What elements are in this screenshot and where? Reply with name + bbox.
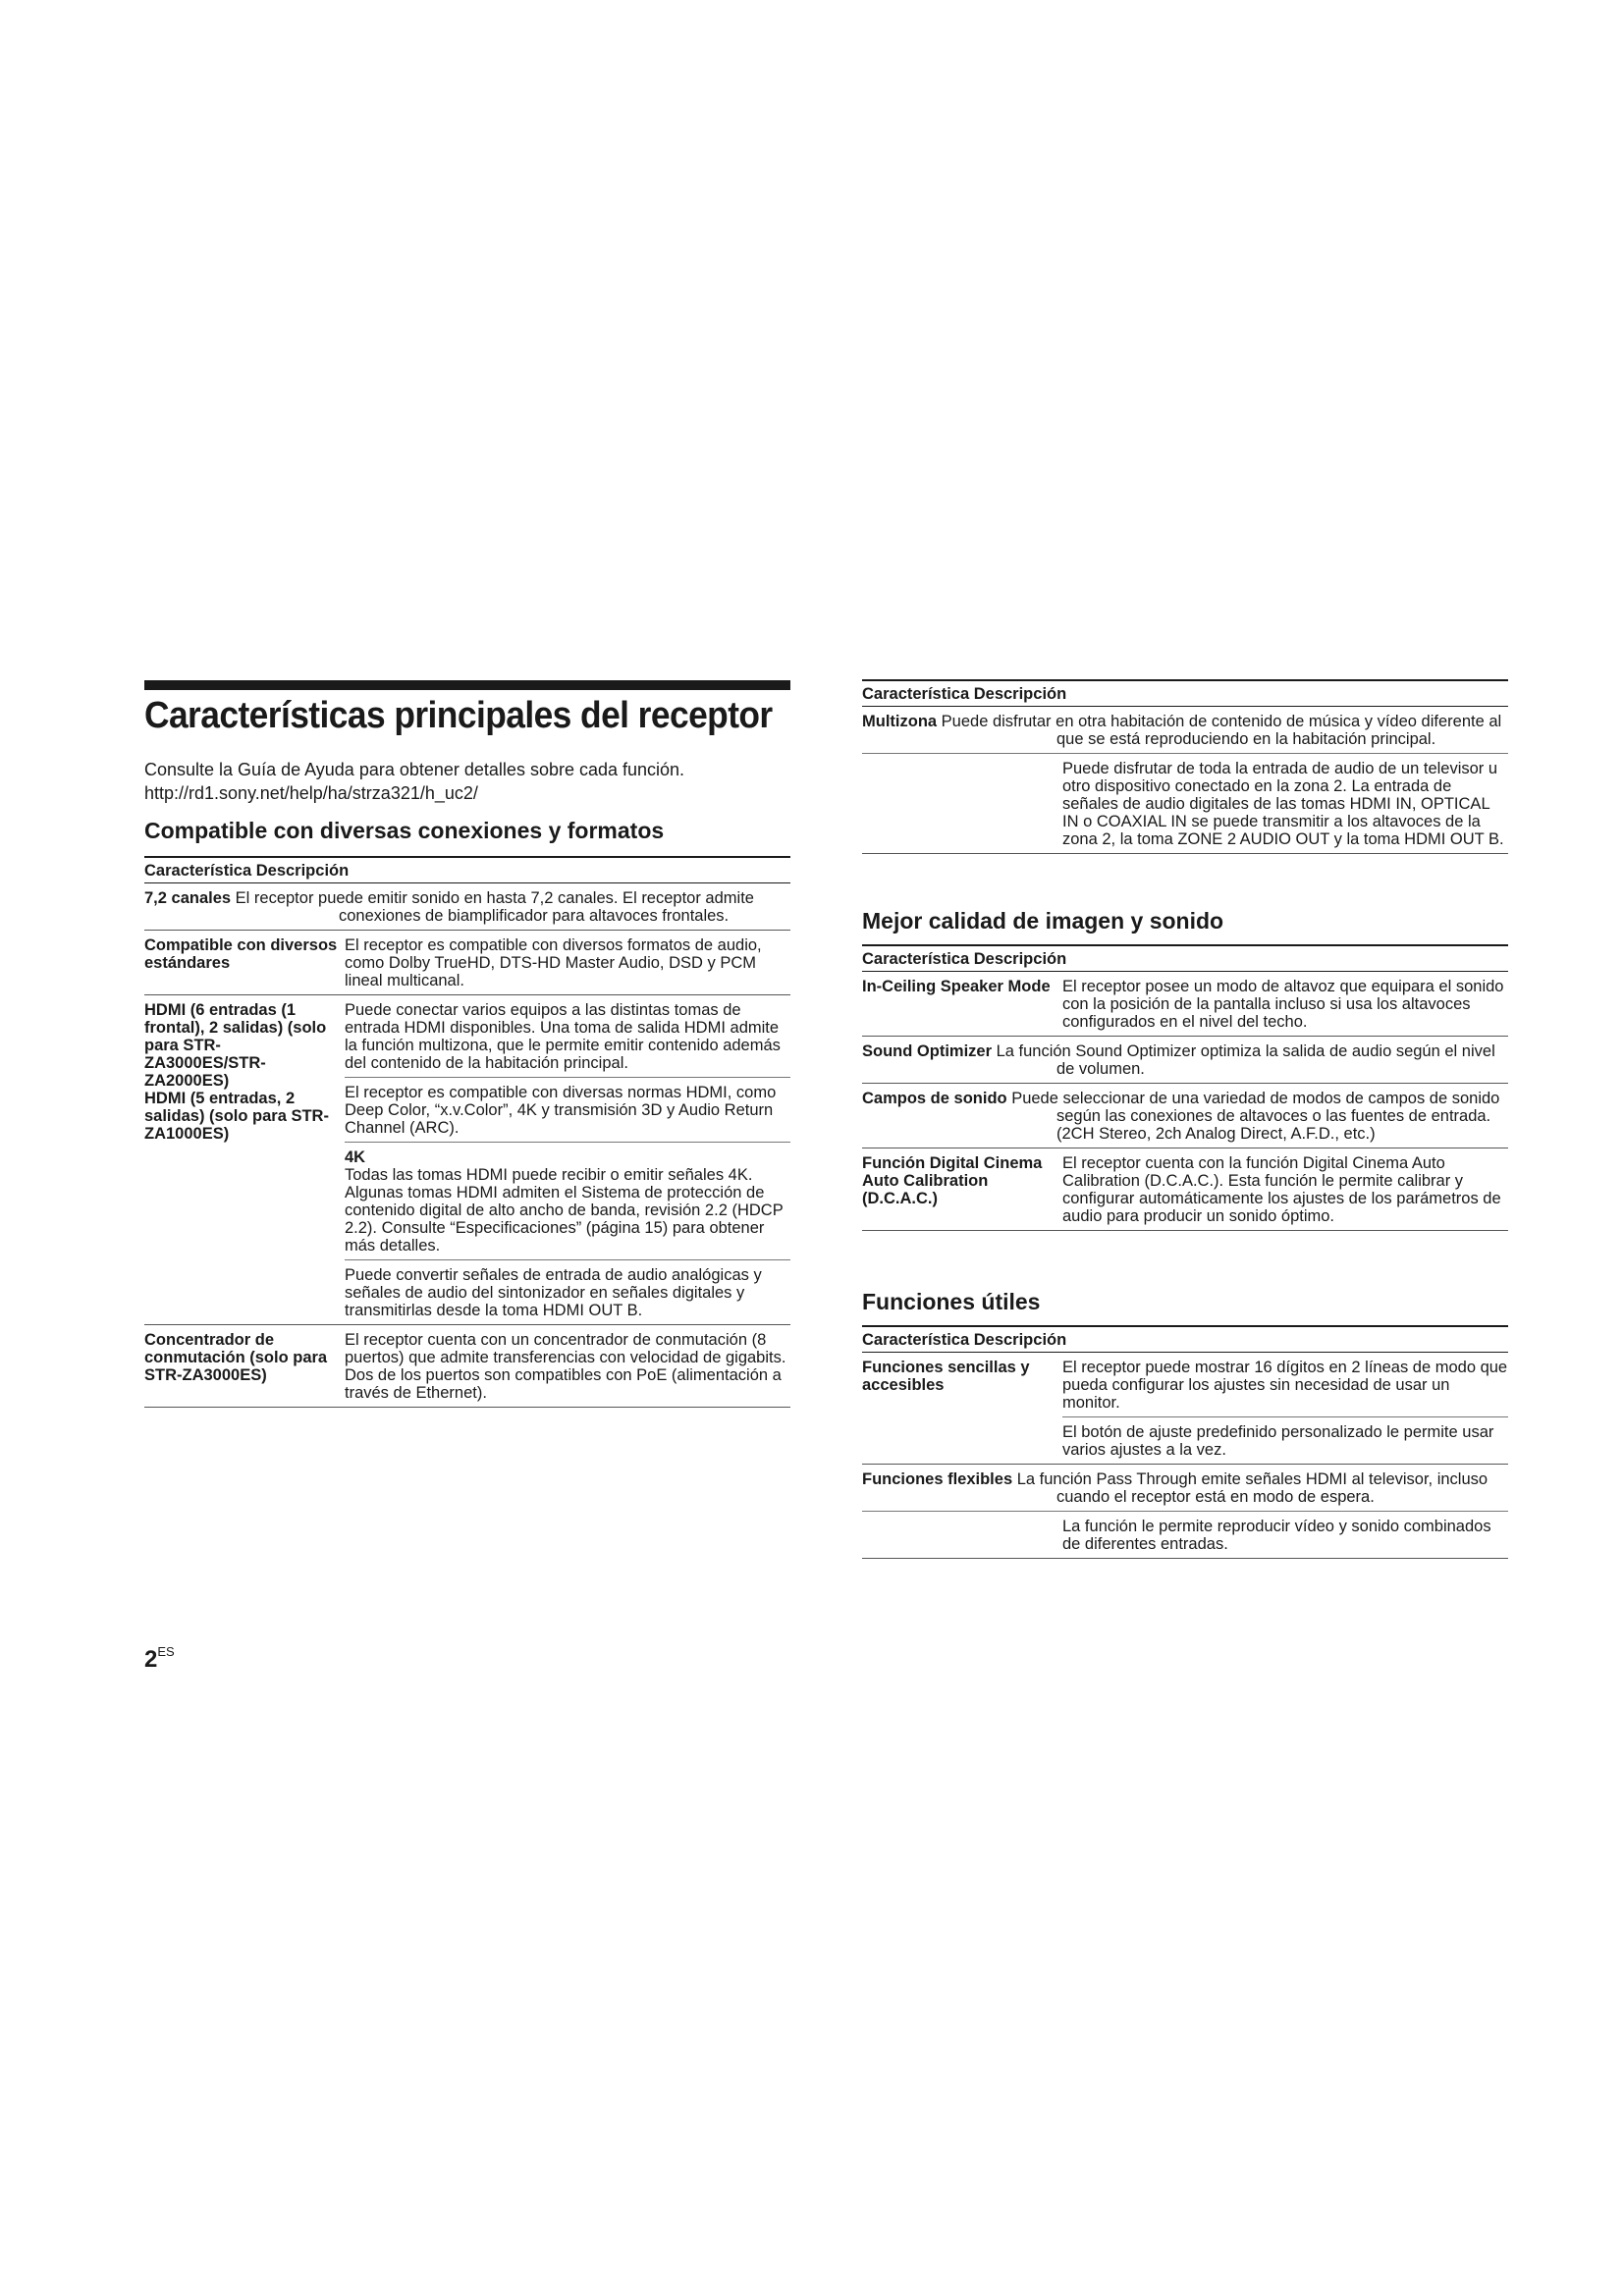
table-header: Característica Descripción [862, 1326, 1508, 1353]
feature-desc: La función le permite reproducir vídeo y sonido combinados de diferentes entradas. [1062, 1512, 1508, 1559]
intro-line: Consulte la Guía de Ayuda para obtener detalles sobre cada función. [144, 760, 685, 779]
table-row [862, 1037, 1508, 1084]
feature-label: HDMI (6 entradas (1 frontal), 2 salidas) (solo para STR-ZA3000ES/STR-ZA2000ES) HDMI (5 entradas, 2 salidas) (solo para STR-ZA1000ES) [144, 995, 345, 1325]
page-number [144, 1644, 175, 1674]
table-row [862, 1353, 1508, 1417]
feature-label: Multizona [862, 713, 942, 730]
feature-desc: Puede disfrutar de toda la entrada de audio de un televisor u otro dispositivo conectado en la zona 2. La entrada de señales de audio digitales de las tomas HDMI IN, OPTICAL IN o COAXIAL IN se puede transmitir a los altavoces de la zona 2, la toma ZONE 2 AUDIO OUT y la toma HDMI OUT B. [1062, 754, 1508, 854]
feature-desc-4k [345, 1143, 790, 1260]
feature-desc: La función Pass Through emite señales HDMI al televisor, incluso cuando el receptor está en modo de espera. [1016, 1470, 1489, 1506]
feature-label: Funciones flexibles [862, 1470, 1017, 1488]
intro-url: http://rd1.sony.net/help/ha/strza321/h_uc2/ [144, 783, 478, 803]
table-row [862, 707, 1508, 754]
feature-desc: El receptor cuenta con la función Digital Cinema Auto Calibration (D.C.A.C.). Esta función le permite calibrar y configurar automáticamente los ajustes de los parámetros de audio para producir un sonido óptimo. [1062, 1148, 1508, 1231]
page-number-suffix: ES [157, 1644, 175, 1659]
feature-desc: Puede disfrutar en otra habitación de contenido de música y vídeo diferente al que se está reproduciendo en la habitación principal. [941, 713, 1502, 748]
table-subrow [862, 754, 1508, 854]
feature-desc: Puede seleccionar de una variedad de modos de campos de sonido según las conexiones de altavoces o las fuentes de entrada. (2CH Stereo, 2ch Analog Direct, A.F.D., etc.) [1011, 1090, 1500, 1143]
section-heading-connections: Compatible con diversas conexiones y formatos [144, 818, 665, 843]
table-row [144, 995, 790, 1078]
table-multizone [862, 679, 1508, 854]
table-row [862, 1084, 1508, 1148]
table-row [862, 1148, 1508, 1231]
table-subrow [862, 1512, 1508, 1559]
feature-label: Concentrador de conmutación (solo para STR-ZA3000ES) [144, 1325, 345, 1408]
table-header: Característica Descripción [862, 680, 1508, 707]
feature-desc: Puede conectar varios equipos a las distintas tomas de entrada HDMI disponibles. Una toma de salida HDMI admite la función multizona, que le permite emitir contenido además del contenido de la habitación principal. [345, 995, 790, 1078]
table-connections [144, 856, 790, 1408]
intro-text [144, 758, 790, 805]
page-number-value: 2 [144, 1646, 158, 1673]
feature-label: 7,2 canales [144, 889, 236, 907]
feature-desc: El receptor es compatible con diversos formatos de audio, como Dolby TrueHD, DTS-HD Master Audio, DSD y PCM lineal multicanal. [345, 931, 790, 995]
feature-desc: El receptor puede emitir sonido en hasta 7,2 canales. El receptor admite conexiones de biamplificador para altavoces frontales. [235, 889, 754, 925]
table-functions [862, 1325, 1508, 1559]
table-header: Característica Descripción [144, 857, 790, 883]
table-quality [862, 944, 1508, 1231]
feature-label: Sound Optimizer [862, 1042, 997, 1060]
table-row [144, 931, 790, 995]
feature-label: Funciones sencillas y accesibles [862, 1353, 1062, 1465]
page-title: Características principales del receptor [144, 695, 773, 736]
feature-desc: El receptor es compatible con diversas normas HDMI, como Deep Color, “x.v.Color”, 4K y transmisión 3D y Audio Return Channel (ARC). [345, 1078, 790, 1143]
feature-desc: El botón de ajuste predefinido personalizado le permite usar varios ajustes a la vez. [1062, 1417, 1508, 1465]
table-row [144, 883, 790, 931]
feature-desc: El receptor posee un modo de altavoz que equipara el sonido con la posición de la pantalla incluso si usa los altavoces configurados en el nivel del techo. [1062, 972, 1508, 1037]
table-header: Característica Descripción [862, 945, 1508, 972]
title-rule [144, 680, 790, 690]
feature-desc: El receptor cuenta con un concentrador de conmutación (8 puertos) que admite transferencias con velocidad de gigabits. Dos de los puertos son compatibles con PoE (alimentación a través de Ethernet). [345, 1325, 790, 1408]
feature-desc: El receptor puede mostrar 16 dígitos en 2 líneas de modo que pueda configurar los ajustes sin necesidad de usar un monitor. [1062, 1353, 1508, 1417]
feature-label: Compatible con diversos estándares [144, 931, 345, 995]
table-row [862, 972, 1508, 1037]
feature-label: Función Digital Cinema Auto Calibration (D.C.A.C.) [862, 1148, 1062, 1231]
feature-desc: La función Sound Optimizer optimiza la salida de audio según el nivel de volumen. [996, 1042, 1495, 1078]
section-heading-functions: Funciones útiles [862, 1289, 1041, 1314]
sub-label: 4K [345, 1148, 366, 1166]
feature-label: Campos de sonido [862, 1090, 1012, 1107]
table-row [862, 1465, 1508, 1512]
table-row [144, 1325, 790, 1408]
feature-label: In-Ceiling Speaker Mode [862, 972, 1062, 1037]
feature-desc: Puede convertir señales de entrada de audio analógicas y señales de audio del sintonizador en señales digitales y transmitirlas desde la toma HDMI OUT B. [345, 1260, 790, 1325]
feature-desc-text: Todas las tomas HDMI puede recibir o emitir señales 4K. Algunas tomas HDMI admiten el Sistema de protección de contenido digital de alto ancho de banda, revisión 2.2 (HDCP 2.2). Consulte “Especificaciones” (página 15) para obtener más detalles. [345, 1166, 784, 1255]
section-heading-quality: Mejor calidad de imagen y sonido [862, 908, 1224, 934]
